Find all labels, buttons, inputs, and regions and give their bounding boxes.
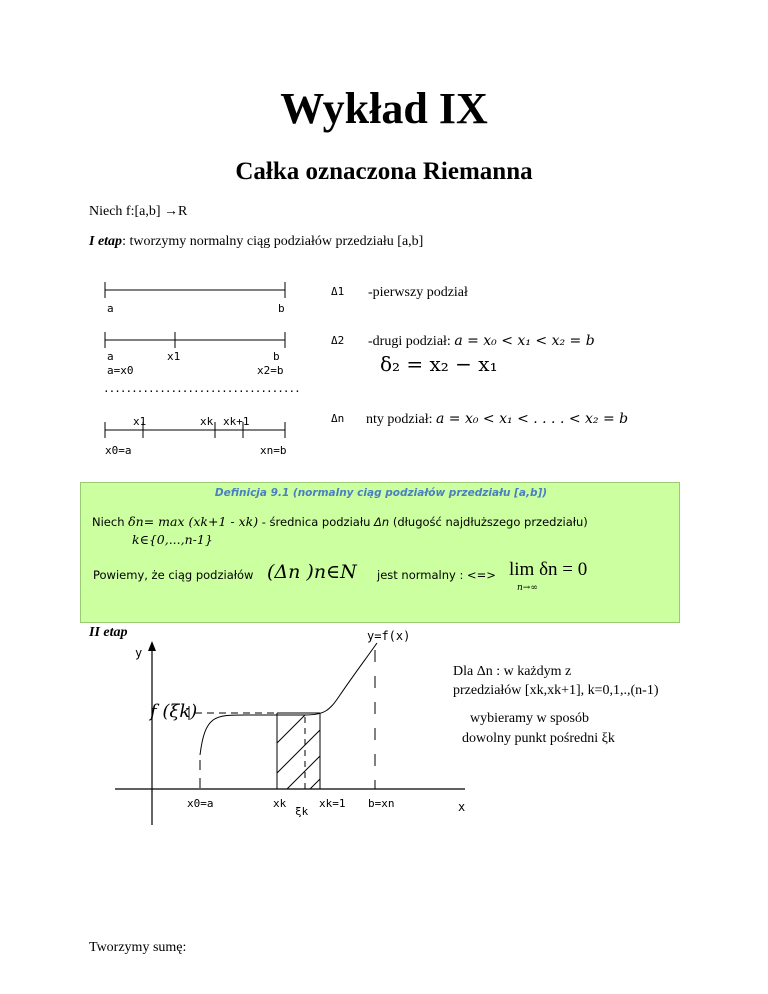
definition-box bbox=[80, 482, 680, 623]
delta2-line bbox=[368, 333, 595, 350]
definition-formula: δn= max (xk+1 - xk) bbox=[128, 514, 259, 529]
label-x2-b: x2=b bbox=[257, 364, 284, 377]
hatch bbox=[310, 779, 320, 789]
x-label: x bbox=[458, 800, 466, 814]
definition-text: Niech bbox=[92, 515, 129, 529]
intro-text: Niech f:[a,b] →R bbox=[89, 204, 188, 219]
xk1-label: xk=1 bbox=[319, 797, 346, 810]
definition-text: (długość najdłuższego przedziału) bbox=[389, 515, 588, 529]
deltan-formula: a = x₀ < x₁ < . . . . < x₂ = b bbox=[436, 411, 629, 427]
definition-line-2: k∈{0,...,n-1} bbox=[132, 532, 213, 547]
definition-text: - średnica podziału bbox=[258, 515, 375, 529]
etap1-label: I etap bbox=[89, 234, 123, 249]
label-b: b bbox=[273, 350, 280, 363]
definition-symbol: Δn bbox=[374, 515, 390, 529]
delta1-text: -pierwszy podział bbox=[368, 285, 468, 300]
deltan-symbol: Δn bbox=[331, 412, 345, 425]
label-xk1: xk+1 bbox=[223, 415, 250, 428]
label-xn-b: xn=b bbox=[260, 444, 287, 457]
label-x0-a: x0=a bbox=[105, 444, 132, 457]
delta1-symbol: Δ1 bbox=[331, 285, 345, 298]
y-axis-arrow bbox=[148, 641, 156, 651]
label-a-x0: a=x0 bbox=[107, 364, 134, 377]
partition-diagram bbox=[95, 270, 305, 480]
label-a: a bbox=[107, 302, 114, 315]
label-b: b bbox=[278, 302, 285, 315]
closing-text: Tworzymy sumę: bbox=[89, 940, 187, 955]
definition-sequence: (Δn )n∈N bbox=[267, 561, 357, 583]
riemann-graph bbox=[115, 625, 485, 830]
label-x1: x1 bbox=[133, 415, 147, 428]
etap2-desc-3: wybieramy w sposób bbox=[470, 711, 589, 726]
etap2-desc-2: przedziałów [xk,xk+1], k=0,1,.,(n-1) bbox=[453, 683, 659, 698]
page-title: Wykład IX bbox=[280, 84, 488, 133]
delta2-text: -drugi podział: bbox=[368, 334, 455, 349]
delta2-formula: a = x₀ < x₁ < x₂ = b bbox=[454, 333, 595, 349]
delta2-value: δ₂ = x₂ − x₁ bbox=[380, 352, 498, 376]
etap2-desc-1: Dla Δn : w każdym z bbox=[453, 664, 572, 679]
definition-limit-sub: n→∞ bbox=[517, 583, 538, 593]
y-label: y bbox=[135, 646, 143, 660]
fx-label: y=f(x) bbox=[367, 629, 411, 643]
definition-line-3b: jest normalny : <=> bbox=[377, 568, 496, 582]
label-a: a bbox=[107, 350, 114, 363]
label-xk: xk bbox=[200, 415, 214, 428]
xi-label: ξk bbox=[295, 805, 309, 818]
delta2-symbol: Δ2 bbox=[331, 334, 345, 347]
xk-label: xk bbox=[273, 797, 287, 810]
definition-line-3a: Powiemy, że ciąg podziałów bbox=[93, 568, 254, 582]
etap1-text: : tworzymy normalny ciąg podziałów przedziału [a,b] bbox=[122, 234, 424, 249]
definition-line-1 bbox=[92, 514, 588, 529]
definition-limit: lim δn = 0 bbox=[509, 559, 588, 580]
etap2-desc-4: dowolny punkt pośredni ξk bbox=[462, 731, 615, 746]
bxn-label: b=xn bbox=[368, 797, 395, 810]
deltan-line bbox=[366, 411, 628, 428]
hatch bbox=[277, 715, 305, 743]
definition-title: Definicja 9.1 (normalny ciąg podziałów przedziału [a,b]) bbox=[214, 487, 548, 499]
function-curve bbox=[200, 643, 377, 755]
etap1-line bbox=[89, 234, 423, 250]
deltan-text: nty podział: bbox=[366, 412, 436, 427]
page-subtitle: Całka oznaczona Riemanna bbox=[235, 158, 533, 185]
label-x1: x1 bbox=[167, 350, 181, 363]
dotted-separator: ................................... bbox=[103, 382, 300, 395]
fxi-label: f (ξk) bbox=[150, 701, 198, 722]
x0-label: x0=a bbox=[187, 797, 214, 810]
etap2-label: II etap bbox=[89, 625, 128, 640]
